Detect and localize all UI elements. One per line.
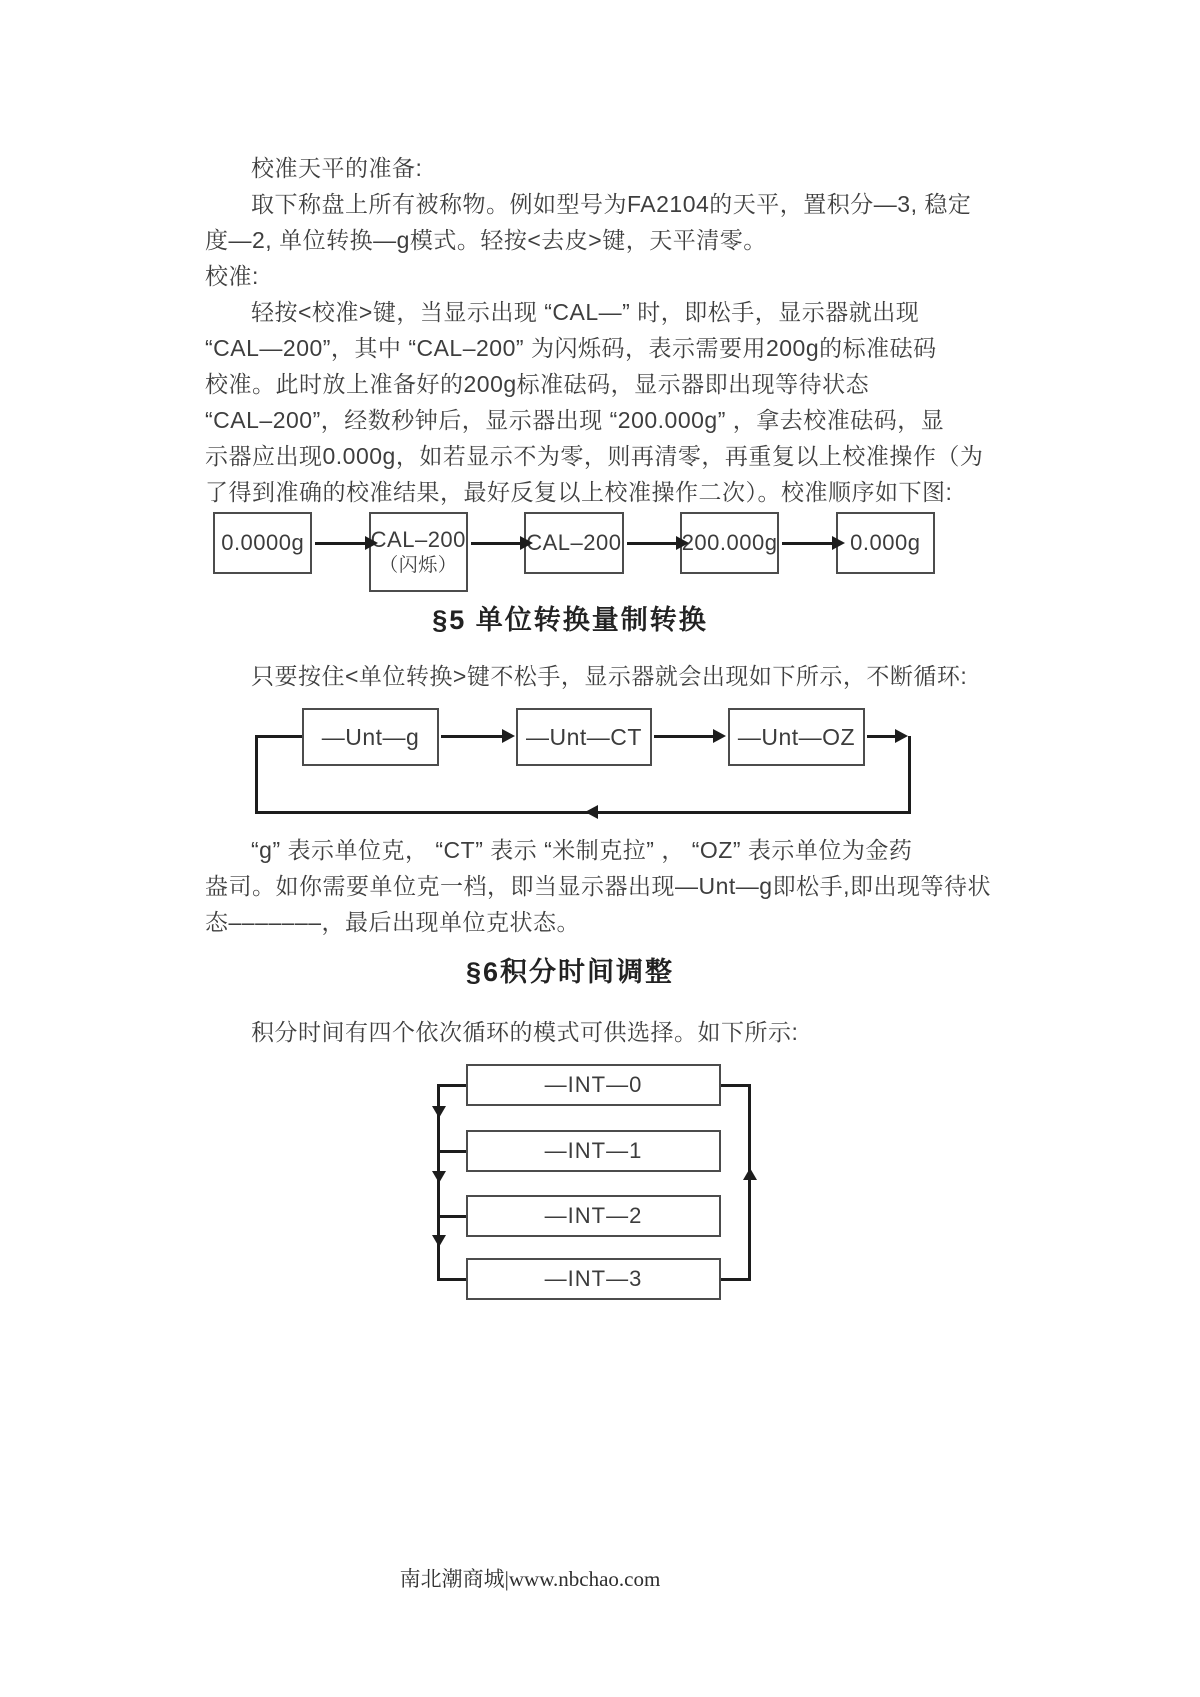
flow-box-sub-label: （闪烁） <box>379 555 458 576</box>
arrow-right-icon <box>627 542 677 545</box>
flow-box-0g: 0.000g <box>836 512 935 574</box>
text-line: 态–––––––，最后出现单位克状态。 <box>205 909 581 935</box>
connector-line <box>437 1150 440 1216</box>
connector-line <box>908 736 911 814</box>
connector-line <box>437 1215 466 1218</box>
arrow-left-icon <box>585 805 598 819</box>
connector-line <box>654 735 714 738</box>
text-line: “CAL—200”，其中 “CAL–200” 为闪烁码，表示需要用200g的标准砝码 <box>205 335 937 361</box>
arrow-right-icon <box>895 729 908 743</box>
arrow-right-icon <box>782 542 832 545</box>
section6-heading: §6积分时间调整 <box>465 957 675 987</box>
arrow-right-icon <box>315 542 365 545</box>
arrow-right-icon <box>502 729 515 743</box>
connector-line <box>721 1278 751 1281</box>
text-line: “CAL–200”，经数秒钟后，显示器出现 “200.000g” ，拿去校准砝码，显 <box>205 407 945 433</box>
page-content <box>205 150 991 1312</box>
int-box-0: —INT—0 <box>466 1064 721 1106</box>
flow-box-cal200: CAL–200 <box>524 512 623 574</box>
text-line: 校准天平的准备: <box>251 155 423 181</box>
int-box-2: —INT—2 <box>466 1195 721 1237</box>
connector-line <box>255 736 258 814</box>
text-line: 轻按<校准>键，当显示出现 “CAL—” 时，即松手，显示器就出现 <box>251 299 920 325</box>
connector-line <box>255 811 911 814</box>
calibration-flow-diagram <box>213 512 935 592</box>
unit-loop-diagram <box>205 700 935 820</box>
connector-line <box>437 1215 440 1279</box>
connector-line <box>437 1278 466 1281</box>
section5-paragraph <box>205 832 991 940</box>
arrow-down-icon <box>432 1171 446 1183</box>
flow-box-200g: 200.000g <box>680 512 780 574</box>
int-box-1: —INT—1 <box>466 1130 721 1172</box>
text-line: 取下称盘上所有被称物。例如型号为FA2104的天平，置积分—3, 稳定 <box>251 191 972 217</box>
text-line: 盎司。如你需要单位克一档，即当显示器出现—Unt—g即松手,即出现等待状 <box>205 873 991 899</box>
arrow-up-icon <box>743 1168 757 1180</box>
text-line: 校准。此时放上准备好的200g标准砝码，显示器即出现等待状态 <box>205 371 870 397</box>
flow-box-cal200-blink: CAL–200 （闪烁） <box>369 512 468 592</box>
connector-line <box>867 735 897 738</box>
integration-cycle-diagram <box>205 1058 935 1312</box>
unit-box-g: —Unt—g <box>302 708 439 766</box>
section5-heading: §5 单位转换量制转换 <box>432 605 708 635</box>
text-line: 示器应出现0.000g，如若显示不为零，则再清零，再重复以上校准操作（为 <box>205 443 984 469</box>
arrow-down-icon <box>432 1235 446 1247</box>
unit-box-oz: —Unt—OZ <box>728 708 865 766</box>
connector-line <box>748 1084 751 1281</box>
arrow-down-icon <box>432 1106 446 1118</box>
unit-box-ct: —Unt—CT <box>516 708 652 766</box>
connector-line <box>721 1084 751 1087</box>
connector-line <box>437 1150 466 1153</box>
text-line: 校准: <box>205 263 259 289</box>
text-line: “g” 表示单位克， “CT” 表示 “米制克拉” ， “OZ” 表示单位为金药 <box>251 837 913 863</box>
flow-box-0000g: 0.0000g <box>213 512 312 574</box>
arrow-right-icon <box>713 729 726 743</box>
int-box-3: —INT—3 <box>466 1258 721 1300</box>
arrow-right-icon <box>471 542 521 545</box>
connector-line <box>255 735 305 738</box>
connector-line <box>441 735 503 738</box>
text-line: 度—2, 单位转换—g模式。轻按<去皮>键，天平清零。 <box>205 227 767 253</box>
text-line: 了得到准确的校准结果，最好反复以上校准操作二次）。校准顺序如下图: <box>205 479 953 505</box>
section6-intro: 积分时间有四个依次循环的模式可供选择。如下所示: <box>251 1019 799 1045</box>
section5-intro: 只要按住<单位转换>键不松手，显示器就会出现如下所示，不断循环: <box>251 663 968 689</box>
footer-watermark: 南北潮商城|www.nbchao.com <box>399 1567 661 1591</box>
calibration-paragraph <box>205 150 984 510</box>
connector-line <box>437 1084 466 1087</box>
